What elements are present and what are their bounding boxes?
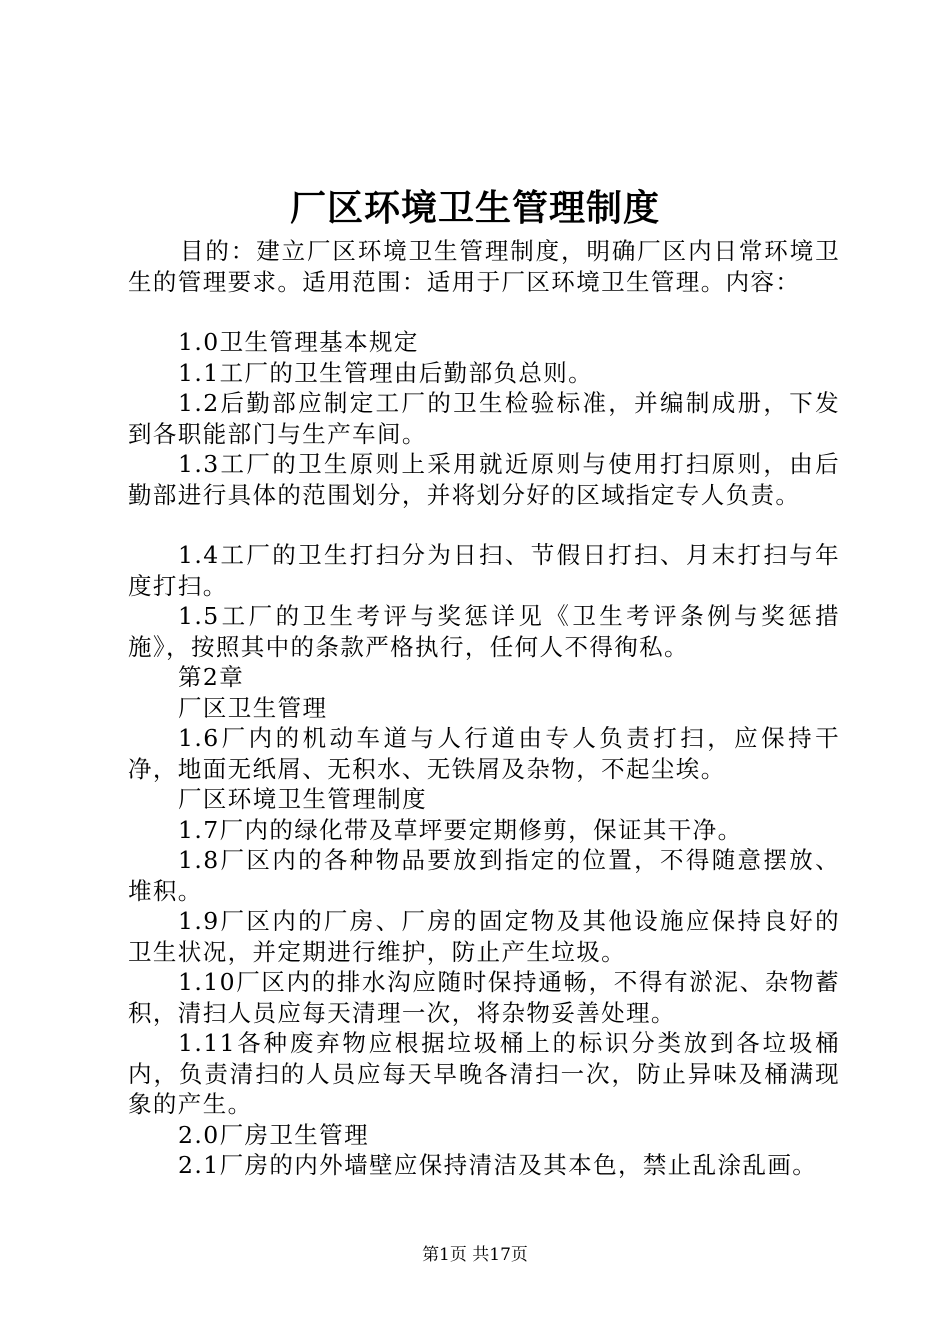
clause-paragraph: 1.1工厂的卫生管理由后勤部负总则。 (178, 358, 594, 387)
clause-paragraph: 1.4工厂的卫生打扫分为日扫、节假日打扫、月末打扫与年度打扫。 (128, 541, 840, 600)
clause-paragraph: 1.2后勤部应制定工厂的卫生检验标准，并编制成册，下发到各职能部门与生产车间。 (128, 389, 840, 448)
section-heading: 2.0厂房卫生管理 (178, 1120, 369, 1149)
section-heading: 1.0卫生管理基本规定 (178, 328, 419, 356)
page-footer: 第1页 共17页 (422, 1245, 528, 1265)
document-body (128, 236, 840, 1181)
clause-paragraph: 1.11各种废弃物应根据垃圾桶上的标识分类放到各垃圾桶内，负责清扫的人员应每天早晚各清扫一次，防止异味及桶满现象的产生。 (128, 1029, 840, 1118)
clause-paragraph: 1.10厂区内的排水沟应随时保持通畅，不得有淤泥、杂物蓄积，清扫人员应每天清理一次，将杂物妥善处理。 (128, 968, 840, 1027)
section-heading: 厂区卫生管理 (178, 693, 328, 722)
clause-paragraph: 1.8厂区内的各种物品要放到指定的位置，不得随意摆放、堆积。 (128, 846, 840, 905)
running-heading: 厂区环境卫生管理制度 (178, 785, 427, 813)
paragraph-spacer (128, 297, 840, 327)
paragraph-spacer (128, 510, 840, 540)
clause-paragraph: 1.7厂内的绿化带及草坪要定期修剪，保证其干净。 (178, 815, 743, 844)
chapter-heading: 第2章 (178, 663, 245, 691)
clause-paragraph: 1.9厂区内的厂房、厂房的固定物及其他设施应保持良好的卫生状况，并定期进行维护，防止产生垃圾。 (128, 907, 840, 966)
intro-paragraph: 目的：建立厂区环境卫生管理制度，明确厂区内日常环境卫生的管理要求。适用范围：适用于厂区环境卫生管理。内容： (128, 237, 840, 296)
clause-paragraph: 1.5工厂的卫生考评与奖惩详见《卫生考评条例与奖惩措施》，按照其中的条款严格执行，任何人不得徇私。 (128, 602, 840, 661)
clause-paragraph: 1.3工厂的卫生原则上采用就近原则与使用打扫原则，由后勤部进行具体的范围划分，并将划分好的区域指定专人负责。 (128, 450, 840, 509)
clause-paragraph: 1.6厂内的机动车道与人行道由专人负责打扫，应保持干净，地面无纸屑、无积水、无铁屑及杂物，不起尘埃。 (128, 724, 840, 783)
document-title: 厂区环境卫生管理制度 (289, 187, 660, 229)
clause-paragraph: 2.1厂房的内外墙壁应保持清洁及其本色，禁止乱涂乱画。 (178, 1151, 818, 1179)
